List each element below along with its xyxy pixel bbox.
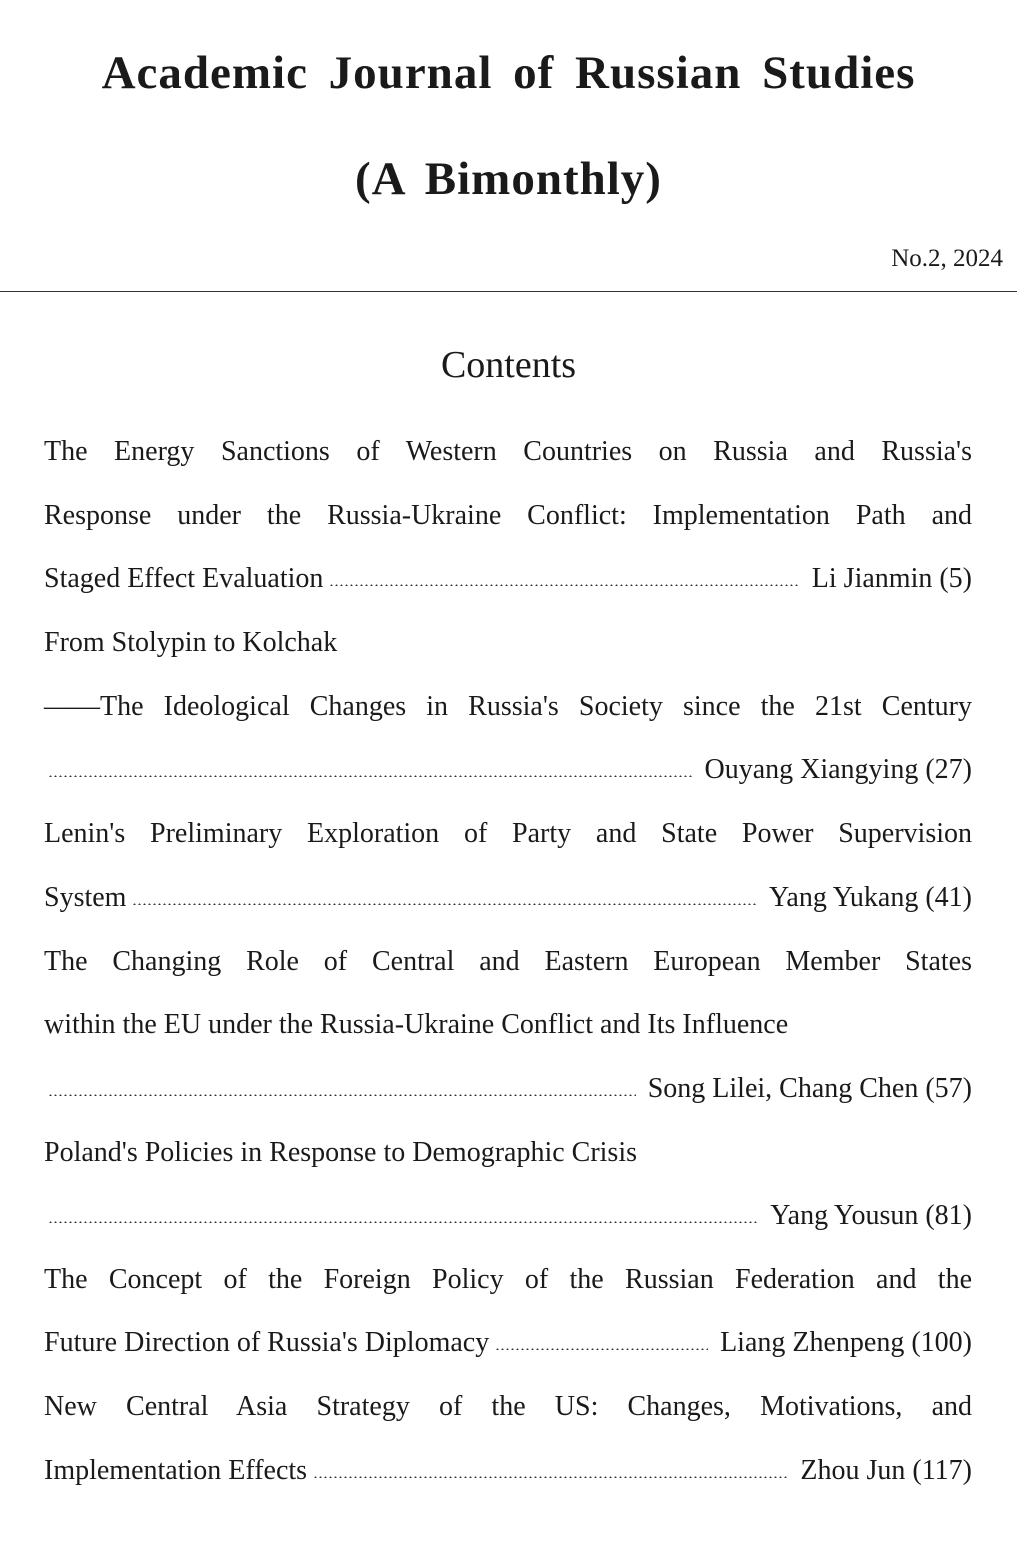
toc-entry[interactable] <box>44 930 972 1121</box>
dot-leader <box>48 1221 758 1223</box>
entry-title-line: Lenin's Preliminary Exploration of Party and State Power Supervision <box>44 818 972 850</box>
issue-number: No.2, 2024 <box>891 245 1003 272</box>
entry-title-line: within the EU under the Russia-Ukraine Conflict and Its Influence <box>44 1009 789 1041</box>
entry-author-page: Liang Zhenpeng (100) <box>720 1327 972 1359</box>
journal-title: Academic Journal of Russian Studies <box>101 47 916 99</box>
entry-author-page: Yang Yousun (81) <box>770 1200 972 1232</box>
entry-title-line: Response under the Russia-Ukraine Conflict: Implementation Path and <box>44 499 972 531</box>
dot-leader <box>329 584 799 586</box>
toc-entry[interactable] <box>44 611 972 802</box>
entry-author-page: Song Lilei, Chang Chen (57) <box>647 1072 972 1104</box>
entry-title-line: Poland's Policies in Response to Demographic Crisis <box>44 1136 638 1168</box>
entry-title-line: Staged Effect Evaluation <box>44 563 324 595</box>
entry-subtitle-line: ——The Ideological Changes in Russia's Society since the 21st Century <box>44 690 972 722</box>
entry-title-line: The Changing Role of Central and Eastern European Member States <box>44 945 972 977</box>
dot-leader <box>48 775 692 777</box>
entry-title-line: System <box>44 881 127 913</box>
toc-entry[interactable] <box>44 1121 972 1248</box>
entry-author-page: Li Jianmin (5) <box>811 563 972 595</box>
entry-title-line: Implementation Effects <box>44 1454 308 1486</box>
dot-leader <box>313 1476 788 1478</box>
entry-title-line: New Central Asia Strategy of the US: Changes, Motivations, and <box>44 1391 972 1423</box>
journal-subtitle: (A Bimonthly) <box>355 153 662 205</box>
dot-leader <box>495 1348 708 1350</box>
entry-author-page: Yang Yukang (41) <box>769 881 972 913</box>
contents-heading: Contents <box>440 344 577 386</box>
entry-title-line: Future Direction of Russia's Diplomacy <box>44 1327 490 1359</box>
toc-entry[interactable] <box>44 1248 972 1375</box>
entry-title-line: The Energy Sanctions of Western Countries on Russia and Russia's <box>44 436 972 467</box>
entry-author-page: Zhou Jun (117) <box>800 1454 972 1486</box>
entry-title-line: From Stolypin to Kolchak <box>44 627 338 659</box>
toc-entry[interactable] <box>44 802 972 929</box>
toc-entry[interactable] <box>44 1375 972 1502</box>
table-of-contents <box>44 420 972 1503</box>
toc-entry[interactable] <box>44 420 972 611</box>
header-divider <box>0 291 1017 292</box>
dot-leader <box>48 1094 636 1096</box>
entry-title-line: The Concept of the Foreign Policy of the Russian Federation and the <box>44 1263 972 1295</box>
dot-leader <box>132 903 757 905</box>
entry-author-page: Ouyang Xiangying (27) <box>704 754 972 786</box>
